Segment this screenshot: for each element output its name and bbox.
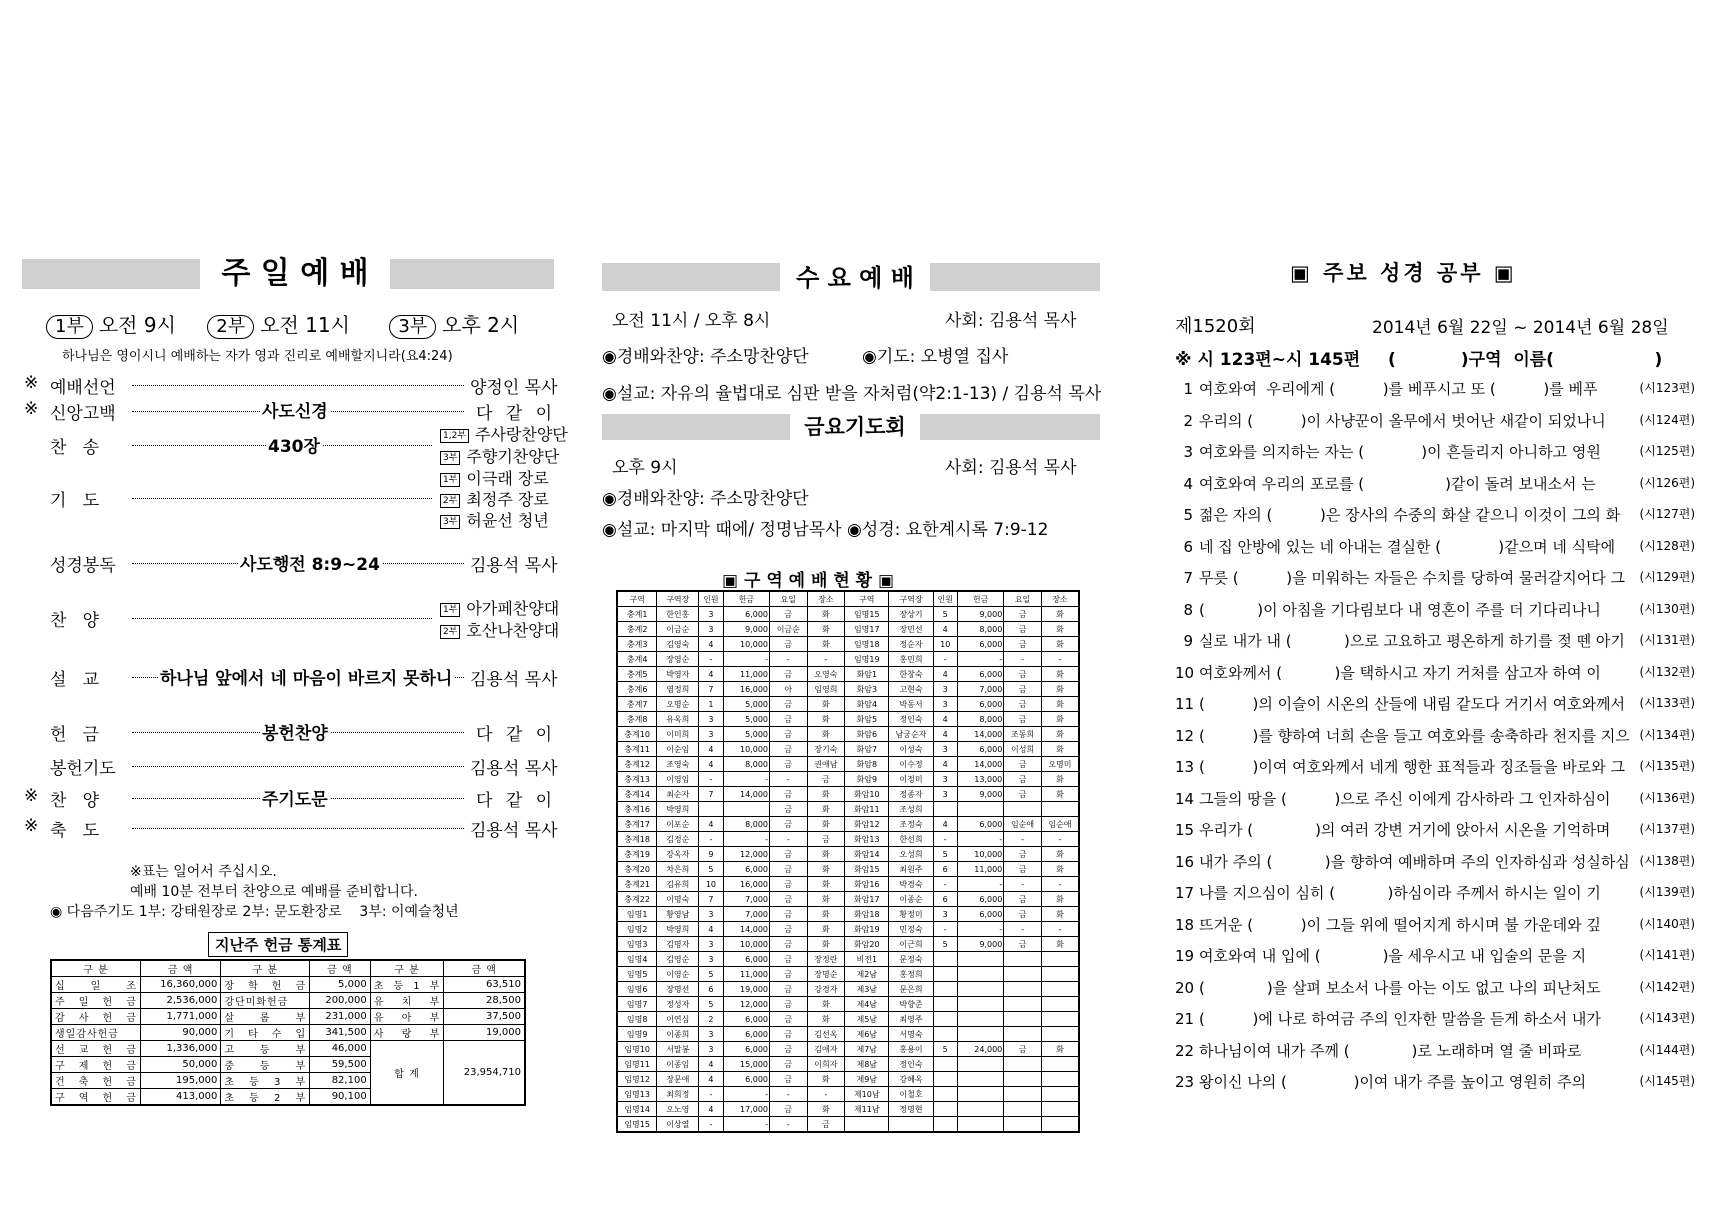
wednesday-praise: ◉경배와찬양: 주소망찬양단 [602, 347, 809, 367]
table-row: 충계14 최순자 7 14,000 금 화 화암10 정종자 3 9,000 금 화 [617, 787, 1079, 802]
order-leader-4: 김용석 목사 [470, 556, 558, 576]
service-1-badge: 1부 [46, 315, 93, 339]
table-row: 임명5 이영순 5 11,000 금 장명순 제2남 홍정희 [617, 967, 1079, 982]
table-row: 충계3 김영숙 4 10,000 금 화 임명18 정순자 10 6,000 금 화 [617, 637, 1079, 652]
list-item: 20 ( )을 살펴 보소서 나를 아는 이도 없고 나의 피난처도 (시142편) [1175, 978, 1695, 997]
table-row: 충계7 오명순 1 5,000 금 화 화암4 박동서 3 6,000 금 화 [617, 697, 1079, 712]
study-issue: 제1520회 [1175, 316, 1256, 337]
table-row: 임명6 장명선 6 19,000 금 강경자 제3남 문은희 [617, 982, 1079, 997]
order-dots-3 [132, 498, 432, 499]
list-item: 16 내가 주의 ( )을 향하여 예배하며 주의 인자하심과 성실하심 (시138편) [1175, 852, 1695, 871]
order-mark-9: ※ [24, 786, 39, 806]
table-row: 충계6 염정희 7 16,000 아 임영희 화암3 고현숙 3 7,000 금 화 [617, 682, 1079, 697]
list-item: 4 여호와여 우리의 포로를 ( )같이 돌려 보내소서 는 (시126편) [1183, 474, 1695, 493]
order-dots-10 [132, 828, 464, 829]
table-row: 충계19 강옥자 9 12,000 금 화 화암14 오성희 5 10,000 금 화 [617, 847, 1079, 862]
list-item: 22 하나님이여 내가 주께 ( )로 노래하며 열 줄 비파로 (시144편) [1175, 1041, 1695, 1060]
order-leader-6: 김용석 목사 [470, 670, 558, 690]
wednesday-prayer: ◉기도: 오병열 집사 [862, 347, 1009, 367]
table-row: 임명13 최희정 - - - - 제10남 이철호 [617, 1087, 1079, 1102]
study-title: ▣ 주보 성경 공부 ▣ [1290, 261, 1517, 285]
order-leader-8: 김용석 목사 [470, 759, 558, 779]
table-header-row: 구역 구역장 인원 헌금 요일 장소 구역 구역장 인원 헌금 요일 장소 [617, 591, 1079, 607]
order-label-2: 찬 송 [50, 438, 100, 458]
list-item: 21 ( )에 나로 하여금 주의 인자한 말씀을 듣게 하소서 내가 (시143편) [1175, 1010, 1695, 1028]
order-mark-0: ※ [24, 373, 39, 393]
hymn-choir-0: 1,2부 주사랑찬양단 [440, 422, 568, 445]
list-item: 2 우리의 ( )이 사냥꾼이 올무에서 벗어난 새같이 되었나니 (시124편) [1183, 411, 1695, 430]
table-row: 충계11 이순임 4 10,000 금 장기숙 화암7 이성숙 3 6,000 이성희 화 [617, 742, 1079, 757]
order-leader-9: 다 같 이 [476, 791, 557, 811]
table-row: 충계5 박영자 4 11,000 금 오영숙 화암1 한창숙 4 6,000 금 화 [617, 667, 1079, 682]
table-row: 선 교 헌 금 1,336,000 고 등 부 46,000 합 계 23,954,710 [51, 1041, 525, 1057]
table-row: 충계20 차은희 5 6,000 금 화 화암15 최원주 6 11,000 금 화 [617, 862, 1079, 877]
wednesday-host: 사회: 김용석 목사 [945, 311, 1077, 331]
friday-host: 사회: 김용석 목사 [945, 458, 1077, 478]
hymn-choir-1: 3부 주향기찬양단 [440, 444, 559, 467]
sunday-verse: 하나님은 영이시니 예배하는 자가 영과 진리로 예배할지니라(요4:24) [62, 349, 453, 364]
note-1: 예배 10분 전부터 찬양으로 예배를 준비합니다. [130, 884, 418, 900]
order-label-7: 헌 금 [50, 725, 100, 745]
list-item: 23 왕이신 나의 ( )이여 내가 주를 높이고 영원히 주의 (시145편) [1175, 1073, 1695, 1091]
order-label-1: 신앙고백 [50, 404, 116, 424]
table-row: 십 일 조 16,360,000 장 학 헌 금 5,000 초 등 1 부 63,510 [51, 977, 525, 993]
praise-choir-1: 2부 호산나찬양대 [440, 618, 559, 641]
table-row: 임명2 박영희 4 14,000 금 화 화암19 민정숙 - - - - [617, 922, 1079, 937]
order-label-8: 봉헌기도 [50, 759, 116, 779]
table-row: 임명15 이상열 - - - 금 [617, 1117, 1079, 1133]
offering-table [50, 959, 526, 1106]
sunday-title: 주 일 예 배 [200, 254, 390, 294]
order-label-4: 성경봉독 [50, 556, 116, 576]
table-row: 구 역 헌 금 413,000 초 등 2 부 90,100 [51, 1089, 525, 1106]
table-row: 임명7 정성자 5 12,000 금 화 제4남 박향준 [617, 997, 1079, 1012]
table-row: 임명8 이연심 2 6,000 금 화 제5남 최영주 [617, 1012, 1079, 1027]
attendance-title: ▣ 구 역 예 배 현 황 ▣ [722, 571, 895, 591]
order-content-7: 봉헌찬양 [260, 719, 330, 744]
table-row: 구 제 헌 금 50,000 중 등 부 59,500 [51, 1057, 525, 1073]
table-row: 충계2 이금순 3 9,000 이금순 화 임명17 장민선 4 8,000 금 화 [617, 622, 1079, 637]
table-row: 임명9 이종희 3 6,000 금 김선옥 제6남 서명숙 [617, 1027, 1079, 1042]
list-item: 13 ( )이여 여호와께서 네게 행한 표적들과 징조들을 바로와 그 (시135편) [1175, 758, 1695, 776]
table-row: 임명3 김명자 3 10,000 금 화 화암20 이근희 5 9,000 금 화 [617, 937, 1079, 952]
order-content-4: 사도행전 8:9~24 [238, 550, 382, 575]
table-row: 충계21 김유희 10 16,000 금 화 화암16 박경숙 - - - - [617, 877, 1079, 892]
table-row: 임명12 장문애 4 6,000 금 화 제9남 강혜옥 [617, 1072, 1079, 1087]
friday-title: 금요기도회 [790, 412, 920, 442]
list-item: 17 나를 지으심이 심히 ( )하심이라 주께서 하시는 일이 기 (시139편) [1175, 884, 1695, 902]
list-item: 5 젊은 자의 ( )은 장사의 수중의 화살 같으니 이것이 그의 화 (시127편) [1183, 506, 1695, 524]
prayer-2: 3부 허윤선 청년 [440, 508, 549, 531]
list-item: 11 ( )의 이슬이 시온의 산들에 내림 같도다 거기서 여호와께서 (시133편) [1175, 695, 1695, 713]
service-2-badge: 2부 [207, 315, 254, 339]
table-row: 충계16 박영희 금 화 화암11 조성희 [617, 802, 1079, 817]
list-item: 18 뜨거운 ( )이 그들 위에 떨어지게 하시며 불 가운데와 깊 (시140편) [1175, 915, 1695, 934]
table-row: 임명11 이종임 4 15,000 금 이희자 제8남 정인숙 [617, 1057, 1079, 1072]
table-row: 충계1 한인홍 3 6,000 금 화 임명15 장상기 5 9,000 금 화 [617, 607, 1079, 622]
table-row: 감 사 헌 금 1,771,000 살 롬 부 231,000 유 아 부 37,500 [51, 1009, 525, 1025]
attendance-table [616, 590, 1080, 1133]
service-3-badge: 3부 [389, 315, 436, 339]
table-row: 충계22 이명숙 7 7,000 금 화 화암17 이종순 6 6,000 금 화 [617, 892, 1079, 907]
list-item: 8 ( )이 아침을 기다림보다 내 영혼이 주를 더 기다리나니 (시130편) [1183, 600, 1695, 619]
service-times [46, 309, 519, 339]
wednesday-sermon: ◉설교: 자유의 율법대로 심판 받을 자처럼(약2:1-13) / 김용석 목사 [602, 384, 1102, 404]
table-row: 주 일 헌 금 2,536,000 강단미화헌금 200,000 유 치 부 28,500 [51, 993, 525, 1009]
friday-time: 오후 9시 [612, 458, 678, 478]
service-2-time: 오전 11시 [260, 313, 350, 337]
list-item: 15 우리가 ( )의 여러 강변 거기에 앉아서 시온을 기억하며 (시137편) [1175, 821, 1695, 839]
order-content-6: 하나님 앞에서 네 마음이 바르지 못하니 [158, 664, 454, 689]
list-item: 19 여호와여 내 입에 ( )을 세우시고 내 입술의 문을 지 (시141편) [1175, 947, 1695, 965]
study-range: ※ 시 123편~시 145편 [1175, 350, 1361, 370]
order-label-10: 축 도 [50, 821, 100, 841]
service-1-time: 오전 9시 [98, 313, 176, 337]
note-0: ※표는 일어서 주십시오. [130, 864, 277, 880]
offering-title: 지난주 헌금 통계표 [208, 932, 348, 957]
table-row: 충계18 김정순 - - - 금 화암13 한선희 - - - - [617, 832, 1079, 847]
order-label-0: 예배선언 [50, 378, 116, 398]
service-3-time: 오후 2시 [442, 313, 520, 337]
table-row: 충계13 이영임 - - - 금 화암9 이정미 3 13,000 금 화 [617, 772, 1079, 787]
list-item: 10 여호와께서 ( )을 택하시고 자기 거처를 삼고자 하여 이 (시132편) [1175, 663, 1695, 682]
friday-praise: ◉경배와찬양: 주소망찬양단 [602, 489, 809, 509]
list-item: 1 여호와여 우리에게 ( )를 베푸시고 또 ( )를 베푸 (시123편) [1183, 380, 1695, 398]
order-dots-0 [132, 385, 464, 386]
prayer-1: 2부 최정주 장로 [440, 487, 549, 510]
wednesday-time: 오전 11시 / 오후 8시 [612, 311, 771, 331]
order-content-9: 주기도문 [260, 785, 330, 810]
table-row: 임명10 서말봉 3 6,000 금 김애자 제7남 홍용이 5 24,000 금 화 [617, 1042, 1079, 1057]
table-row: 건 축 헌 금 195,000 초 등 3 부 82,100 [51, 1073, 525, 1089]
order-mark-10: ※ [24, 816, 39, 836]
table-row: 충계17 이포순 4 8,000 금 화 화암12 조정숙 4 6,000 임순애 임순애 [617, 817, 1079, 832]
table-row: 생일감사헌금 90,000 기 타 수 입 341,500 사 랑 부 19,000 [51, 1025, 525, 1041]
table-row: 충계10 이미희 3 5,000 금 화 화암6 남궁순자 4 14,000 조동희 화 [617, 727, 1079, 742]
order-leader-10: 김용석 목사 [470, 821, 558, 841]
order-content-2: 430장 [266, 432, 322, 457]
table-row: 임명4 김영순 3 6,000 금 장정란 비전1 문정숙 [617, 952, 1079, 967]
order-label-6: 설 교 [50, 670, 100, 690]
study-dates: 2014년 6월 22일 ~ 2014년 6월 28일 [1372, 318, 1669, 338]
list-item: 7 무릇 ( )을 미워하는 자들은 수치를 당하여 물러갈지어다 그 (시129편) [1183, 569, 1695, 587]
table-row: 충계12 조영숙 4 8,000 금 권애남 화암8 이수정 4 14,000 금 오명미 [617, 757, 1079, 772]
table-row: 구 분 금 액 구 분 금 액 구 분 금 액 [51, 960, 525, 977]
list-item: 12 ( )를 향하여 너희 손을 들고 여호와를 송축하라 천지를 지으 (시134편) [1175, 726, 1695, 745]
order-leader-0: 양정인 목사 [470, 378, 558, 398]
praise-choir-0: 1부 아가페찬양대 [440, 596, 559, 619]
table-row: 충계8 유옥희 3 5,000 금 화 화암5 정인숙 4 8,000 금 화 [617, 712, 1079, 727]
order-dots-5 [132, 618, 432, 619]
friday-sermon: ◉설교: 마지막 때에/ 정명남목사 ◉성경: 요한계시록 7:9-12 [602, 520, 1049, 540]
order-label-9: 찬 양 [50, 791, 100, 811]
table-row: 임명14 오노영 4 17,000 금 화 제11남 정명현 [617, 1102, 1079, 1117]
order-label-3: 기 도 [50, 491, 100, 511]
list-item: 9 실로 내가 내 ( )으로 고요하고 평온하게 하기를 젖 뗀 아기 (시131편) [1183, 632, 1695, 650]
note-2: ◉ 다음주기도 1부: 강태원장로 2부: 문도환장로 3부: 이예슬청년 [50, 904, 459, 920]
order-dots-8 [132, 766, 464, 767]
list-item: 14 그들의 땅을 ( )으로 주신 이에게 감사하라 그 인자하심이 (시136편) [1175, 789, 1695, 808]
order-leader-1: 다 같 이 [476, 404, 557, 424]
order-leader-7: 다 같 이 [476, 725, 557, 745]
wednesday-title: 수 요 예 배 [780, 262, 930, 294]
list-item: 6 네 집 안방에 있는 네 아내는 결실한 ( )같으며 네 식탁에 (시128편) [1183, 537, 1695, 556]
prayer-0: 1부 이극래 장로 [440, 466, 549, 489]
table-row: 임명1 황영남 3 7,000 금 화 화암18 황정미 3 6,000 금 화 [617, 907, 1079, 922]
table-row: 충계4 장영순 - - - - 임명19 홍민희 - - - - [617, 652, 1079, 667]
order-mark-1: ※ [24, 399, 39, 419]
order-content-1: 사도신경 [260, 397, 330, 422]
list-item: 3 여호와를 의지하는 자는 ( )이 흔들리지 아니하고 영원 (시125편) [1183, 443, 1695, 461]
order-label-5: 찬 양 [50, 611, 100, 631]
study-area-name: ( )구역 이름( ) [1388, 350, 1663, 370]
